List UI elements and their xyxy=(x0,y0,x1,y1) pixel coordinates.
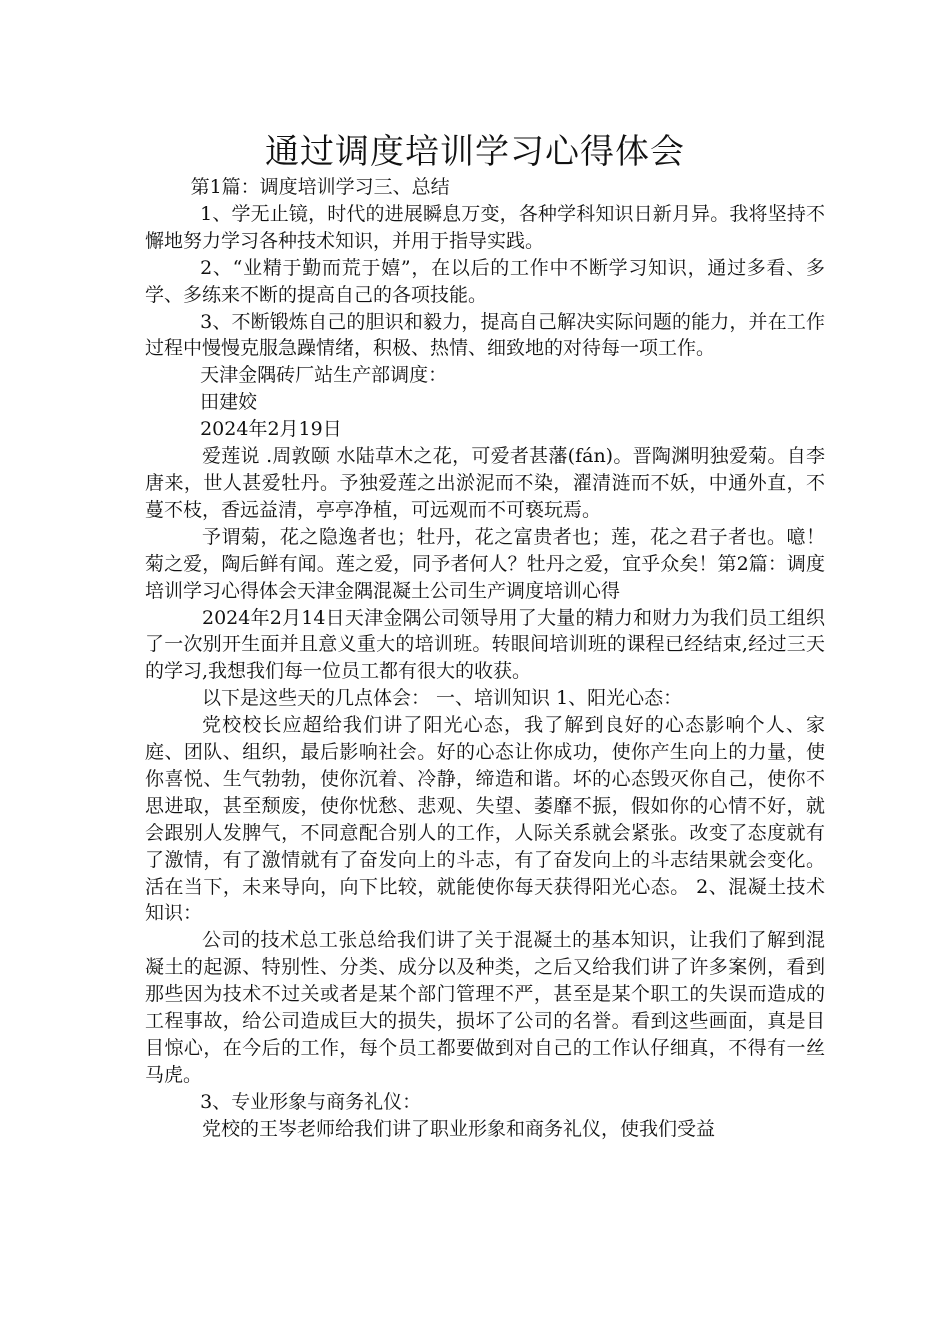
paragraph: 党校校长应超给我们讲了阳光心态，我了解到良好的心态影响个人、家庭、团队、组织，最后影响社会。好的心态让你成功，使你产生向上的力量，使你喜悦、生气勃勃，使你沉着、冷静，缔造和谐。坏的心态毁灭你自己，使你不思进取，甚至颓废，使你忧愁、悲观、失望、萎靡不振，假如你的心情不好，就会跟别人发脾气，不同意配合别人的工作，人际关系就会紧张。改变了态度就有了激情，有了激情就有了奋发向上的斗志，有了奋发向上的斗志结果就会变化。活在当下，未来导向，向下比较，就能使你每天获得阳光心态。 2、混凝土技术知识： xyxy=(145,714,825,925)
paragraph: 予谓菊，花之隐逸者也；牡丹，花之富贵者也；莲，花之君子者也。噫！菊之爱，陶后鲜有闻。莲之爱，同予者何人？牡丹之爱，宜乎众矣！第2篇：调度培训学习心得体会天津金隅混凝土公司生产调度培训心得 xyxy=(145,525,825,602)
paragraph: 党校的王岑老师给我们讲了职业形象和商务礼仪，使我们受益 xyxy=(202,1117,716,1140)
paragraph: 2、“业精于勤而荒于嬉”，在以后的工作中不断学习知识，通过多看、多学、多练来不断的提高自己的各项技能。 xyxy=(145,256,825,306)
document-title: 通过调度培训学习心得体会 xyxy=(265,132,685,172)
paragraph: 3、专业形象与商务礼仪： xyxy=(200,1090,422,1113)
paragraph: 以下是这些天的几点体会： 一、培训知识 1、阳光心态： xyxy=(202,687,683,710)
document-body xyxy=(145,174,825,1143)
signature-name: 田建姣 xyxy=(200,391,258,414)
paragraph: 爱莲说 .周敦颐 水陆草木之花，可爱者甚藩(fán)。晋陶渊明独爱菊。自李唐来，世人甚爱牡丹。予独爱莲之出淤泥而不染，濯清涟而不妖，中通外直，不蔓不枝，香远益清，亭亭净植，可远观而不可亵玩焉。 xyxy=(145,445,825,521)
section-heading-1: 第1篇：调度培训学习三、总结 xyxy=(190,176,450,198)
paragraph: 2024年2月14日天津金隅公司领导用了大量的精力和财力为我们员工组织了一次别开生面并且意义重大的培训班。转眼间培训班的课程已经结束,经过三天的学习,我想我们每一位员工都有很大的收获。 xyxy=(145,606,825,683)
paragraph: 3、不断锻炼自己的胆识和毅力，提高自己解决实际问题的能力，并在工作过程中慢慢克服急躁情绪，积极、热情、细致地的对待每一项工作。 xyxy=(145,310,825,360)
paragraph: 公司的技术总工张总给我们讲了关于混凝土的基本知识，让我们了解到混凝土的起源、特别性、分类、成分以及种类，之后又给我们讲了许多案例，看到那些因为技术不过关或者是某个部门管理不严，甚至是某个职工的失误而造成的工程事故，给公司造成巨大的损失，损坏了公司的名誉。看到这些画面，真是目目惊心，在今后的工作，每个员工都要做到对自己的工作认仔细真，不得有一丝马虎。 xyxy=(145,929,825,1086)
signature-department: 天津金隅砖厂站生产部调度： xyxy=(200,364,448,387)
signature-date: 2024年2月19日 xyxy=(200,418,342,441)
paragraph: 1、学无止镜，时代的进展瞬息万变，各种学科知识日新月异。我将坚持不懈地努力学习各种技术知识，并用于指导实践。 xyxy=(145,202,825,252)
